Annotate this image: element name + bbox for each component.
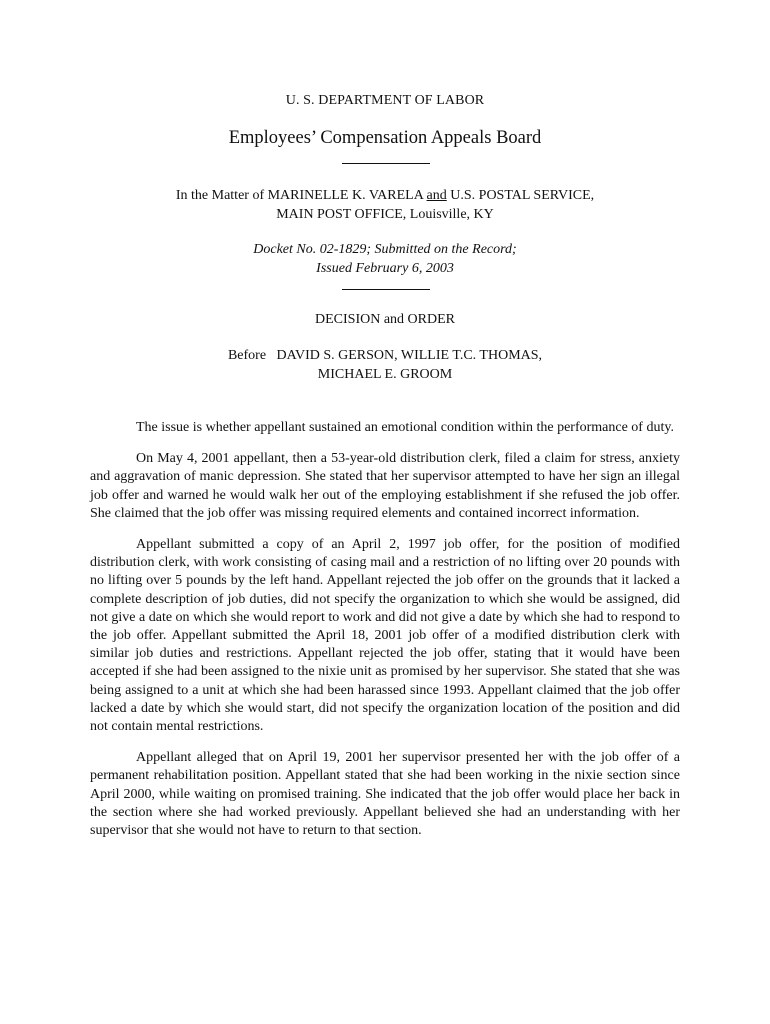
docket-line-2: Issued February 6, 2003 xyxy=(316,261,454,276)
docket-info xyxy=(0,240,770,278)
agency-heading: U. S. DEPARTMENT OF LABOR xyxy=(285,93,485,108)
caption-prefix: In the Matter of MARINELLE K. VARELA xyxy=(175,188,427,203)
decision-title: DECISION and ORDER xyxy=(315,312,455,327)
panel-members xyxy=(0,346,770,384)
panel-line-1: Before DAVID S. GERSON, WILLIE T.C. THOMAS, xyxy=(227,348,543,363)
separator-rule xyxy=(342,289,430,290)
body-paragraph: Appellant submitted a copy of an April 2, 1997 job offer, for the position of modified distribution clerk, with work consisting of casing mail and a restriction of no lifting over 20 pounds with no lifting over 5 pounds by the left hand. Appellant rejected the job offer on the grounds that it lacked a complete description of job duties, did not specify the organization to which she would be assigned, did not give a date on which she would report to work and did not give a date by which she had to respond to the job offer. Appellant submitted the April 18, 2001 job offer of a modified distribution clerk with similar job duties and restrictions. Appellant rejected the job offer, stating that it would have been accepted if she had been assigned to the nixie unit as promised by her supervisor. She stated that she was being assigned to a unit at which she had been harassed since 1993. Appellant claimed that the job offer lacked a date by which she would start, did not specify the organization location of the position and did not contain mental restrictions. xyxy=(90,537,680,735)
document-body xyxy=(90,419,680,853)
caption-conjunction: and xyxy=(426,188,447,203)
docket-line-1: Docket No. 02-1829; Submitted on the Record; xyxy=(253,242,517,257)
board-title: Employees’ Compensation Appeals Board xyxy=(228,128,542,148)
caption-suffix: U.S. POSTAL SERVICE, xyxy=(446,188,595,203)
body-paragraph: The issue is whether appellant sustained an emotional condition within the performance of duty. xyxy=(136,420,674,435)
caption-line-2: MAIN POST OFFICE, Louisville, KY xyxy=(276,207,494,222)
body-paragraph: Appellant alleged that on April 19, 2001 her supervisor presented her with the job offer of a permanent rehabilitation position. Appellant stated that she had been working in the nixie section since April 2000, while waiting on promised training. She indicated that the job offer would place her back in the section where she had worked previously. Appellant believed she had an understanding with her supervisor that she would not have to return to that section. xyxy=(90,750,680,839)
caption-line-1 xyxy=(0,186,770,205)
separator-rule xyxy=(342,163,430,164)
panel-line-2: MICHAEL E. GROOM xyxy=(317,367,453,382)
case-caption xyxy=(0,186,770,224)
body-paragraph: On May 4, 2001 appellant, then a 53-year-old distribution clerk, filed a claim for stress, anxiety and aggravation of manic depression. She stated that her supervisor attempted to have her sign an illegal job offer and warned he would walk her out of the employing establishment if she refused the job offer. She claimed that the job offer was missing required elements and contained incorrect information. xyxy=(90,451,680,521)
